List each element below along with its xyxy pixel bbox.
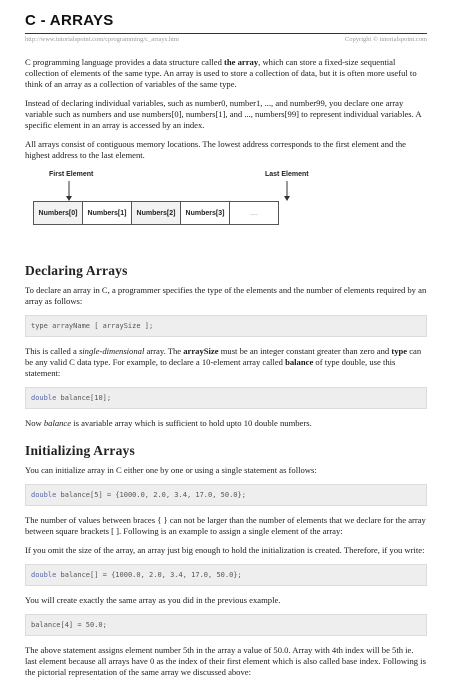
array-cell-ellipsis: .... — [230, 202, 278, 224]
intro-paragraph-3: All arrays consist of contiguous memory locations. The lowest address corresponds to the first element and the highest address to the last element. — [25, 139, 406, 160]
array-cell-0: Numbers[0] — [34, 202, 83, 224]
declaring-heading: Declaring Arrays — [25, 263, 128, 278]
code-block-declare-syntax: type arrayName [ arraySize ]; — [25, 315, 427, 337]
initializing-paragraph-2: The number of values between braces { } can not be larger than the number of elements that we declare for the array between square brackets [ ]. Following is an example to assign a single element of the array: — [25, 515, 426, 536]
title-divider — [25, 33, 427, 34]
code-block-assign-element: balance[4] = 50.0; — [25, 614, 427, 636]
initializing-heading: Initializing Arrays — [25, 443, 135, 458]
array-cells — [33, 201, 279, 225]
intro-paragraph-1: C programming language provides a data structure called the array, which can store a fixed-size sequential collection of elements of the same type. An array is used to store a collection of data, but it is often more useful to think of an array as a collection of variables of the same type. — [25, 57, 417, 89]
intro-paragraph-2: Instead of declaring individual variables, such as number0, number1, ..., and number99, you declare one array variable such as numbers and use numbers[0], numbers[1], and ..., numbers[99] to represent individual variables. A specific element in an array is accessed by an index. — [25, 98, 422, 130]
array-cell-2: Numbers[2] — [132, 202, 181, 224]
initializing-paragraph-5: The above statement assigns element number 5th in the array a value of 50.0. Array with 4th index will be 5th ie. last element because all arrays have 0 as the index of their first element which is also called base index. Following is the pictorial representation of the same array we discussed above: — [25, 645, 426, 677]
array-cell-3: Numbers[3] — [181, 202, 230, 224]
copyright-notice: Copyright © tutorialspoint.com — [344, 36, 427, 43]
initializing-paragraph-4: You will create exactly the same array as you did in the previous example. — [25, 595, 281, 605]
array-memory-figure — [25, 169, 427, 249]
last-element-label: Last Element — [265, 171, 309, 178]
code-block-init-unsized: double balance[] = {1000.0, 2.0, 3.4, 17.0, 50.0}; — [25, 564, 427, 586]
page-title: C - ARRAYS — [25, 12, 114, 29]
first-element-label: First Element — [49, 171, 94, 178]
array-cell-1: Numbers[1] — [83, 202, 132, 224]
declaring-paragraph-3: Now balance is avariable array which is sufficient to hold upto 10 double numbers. — [25, 418, 312, 428]
initializing-paragraph-1: You can initialize array in C either one by one or using a single statement as follows: — [25, 465, 317, 475]
initializing-paragraph-3: If you omit the size of the array, an array just big enough to hold the initialization is created. Therefore, if you write: — [25, 545, 425, 555]
code-block-declare-example: double balance[10]; — [25, 387, 427, 409]
last-arrowhead — [284, 196, 290, 201]
page-meta — [25, 36, 427, 43]
source-url[interactable]: http://www.tutorialspoint.com/cprogramming/c_arrays.htm — [25, 36, 179, 43]
declaring-paragraph-2: This is called a single-dimensional array. The arraySize must be an integer constant greater than zero and type can be any valid C data type. For example, to declare a 10-element array called balance of type double, use this statement: — [25, 346, 422, 378]
declaring-paragraph-1: To declare an array in C, a programmer specifies the type of the elements and the number of elements required by an array as follows: — [25, 285, 427, 306]
code-block-init-example: double balance[5] = {1000.0, 2.0, 3.4, 17.0, 50.0}; — [25, 484, 427, 506]
